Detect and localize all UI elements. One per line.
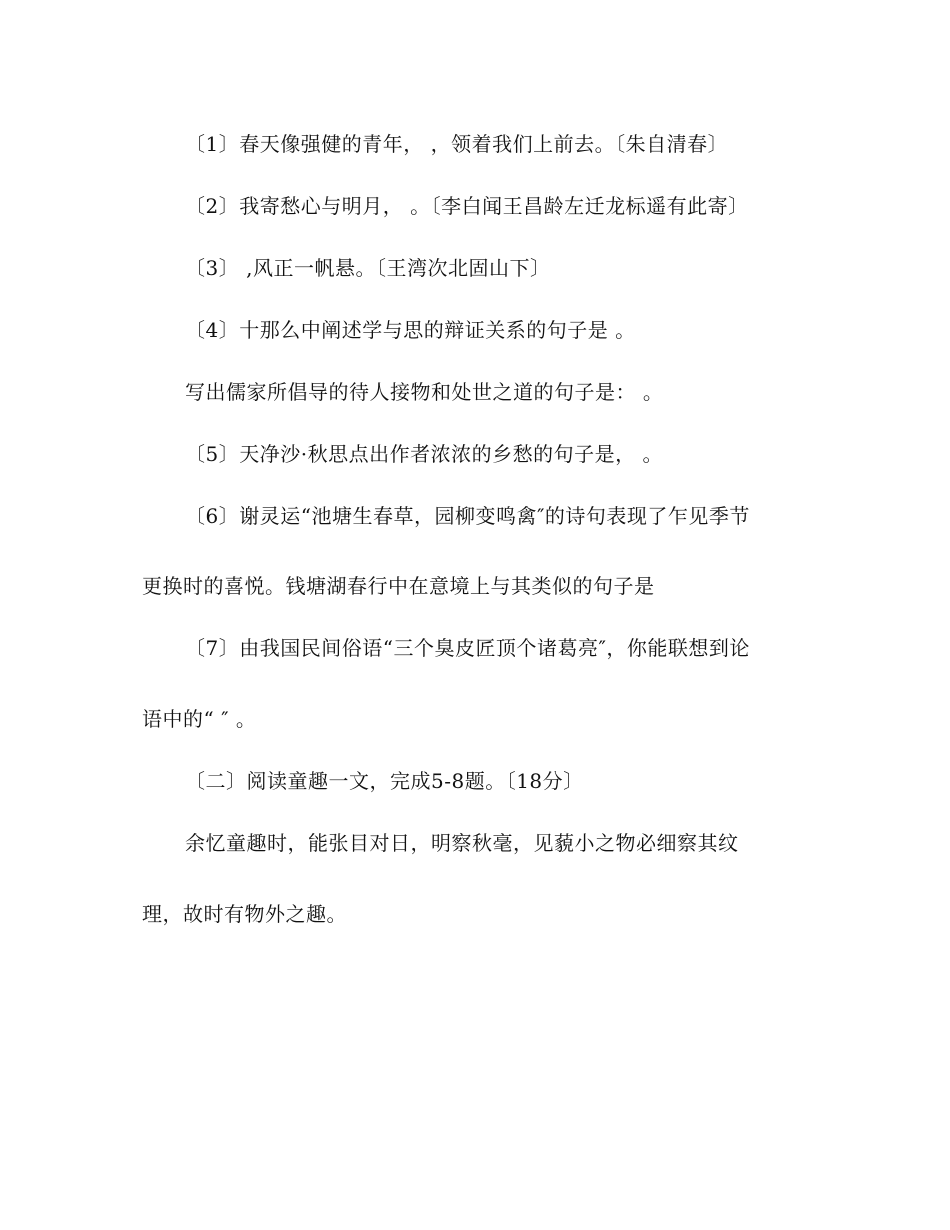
question-4-line: 〔4〕十那么中阐述学与思的辩证关系的句子是 。: [185, 318, 636, 342]
question-5-line: 〔5〕天净沙·秋思点出作者浓浓的乡愁的句子是， 。: [185, 442, 663, 466]
question-7-continuation: 语中的“ ″ 。: [142, 707, 257, 731]
passage-continuation: 理，故时有物外之趣。: [142, 902, 347, 926]
question-6-continuation: 更换时的喜悦。钱塘湖春行中在意境上与其类似的句子是: [142, 574, 655, 598]
question-4-sub-line: 写出儒家所倡导的待人接物和处世之道的句子是： 。: [185, 380, 664, 404]
question-1-line: 〔1〕春天像强健的青年， ，领着我们上前去。〔朱自清春〕: [185, 132, 729, 156]
question-7-line: 〔7〕由我国民间俗语“三个臭皮匠顶个诸葛亮″，你能联想到论: [185, 636, 750, 660]
question-3-line: 〔3〕 ,风正一帆悬。〔王湾次北固山下〕: [185, 256, 551, 280]
section-2-heading: 〔二〕阅读童趣一文，完成5-8题。〔18分〕: [185, 769, 584, 793]
question-2-line: 〔2〕我寄愁心与明月， 。〔李白闻王昌龄左迁龙标遥有此寄〕: [185, 194, 749, 218]
question-6-line: 〔6〕谢灵运“池塘生春草，园柳变鸣禽″的诗句表现了乍见季节: [185, 504, 750, 528]
passage-line: 余忆童趣时，能张目对日，明察秋毫，见藐小之物必细察其纹: [185, 831, 739, 855]
